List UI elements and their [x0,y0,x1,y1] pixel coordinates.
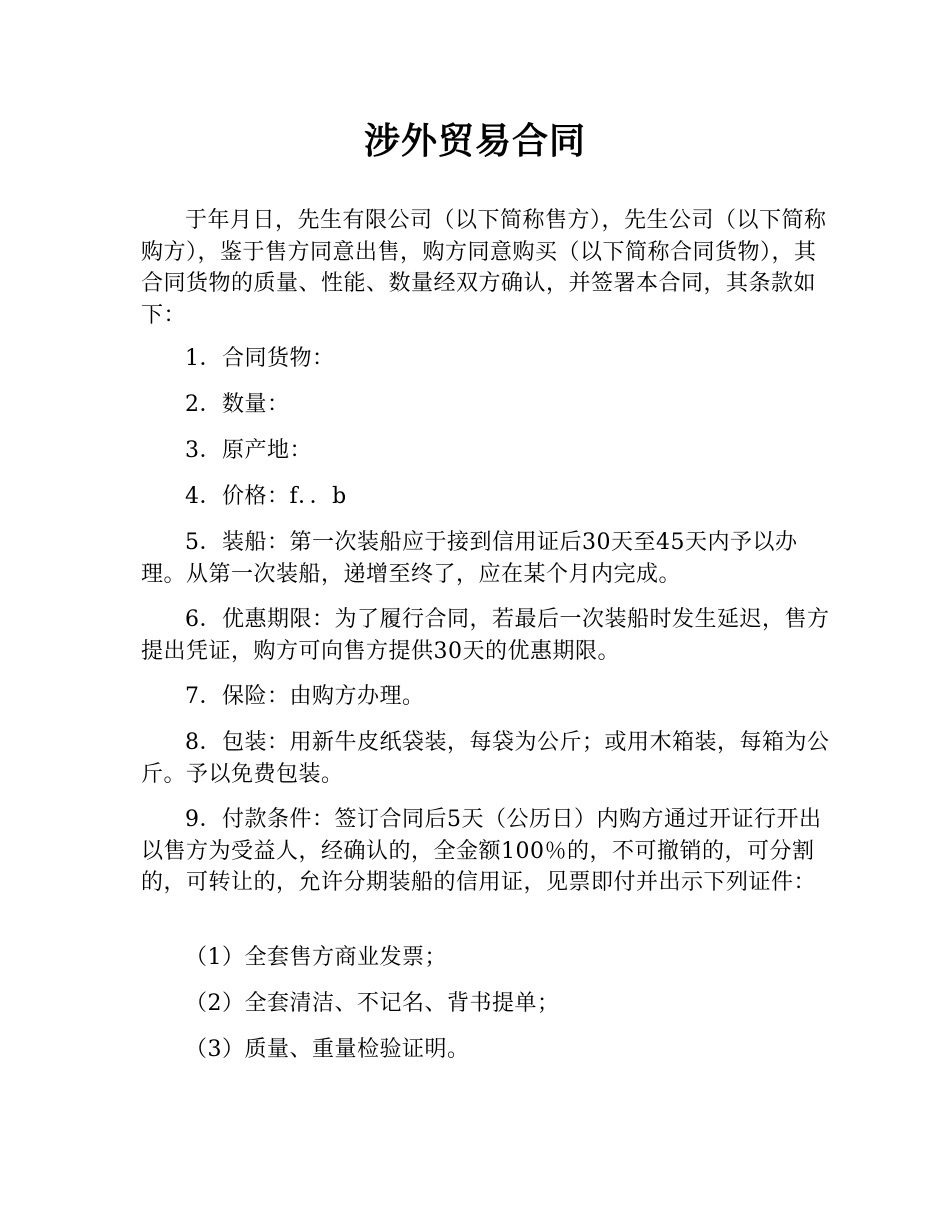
clause-1: 1．合同货物： [185,346,335,371]
clause-2: 2．数量： [185,392,290,417]
intro-paragraph: 于年月日，先生有限公司（以下简称售方），先生公司（以下简称购方），鉴于售方同意出售，购方同意购买（以下简称合同货物），其合同货物的质量、性能、数量经双方确认，并签署本合同，其条款如下： [141,208,827,328]
clause-3: 3．原产地： [185,438,312,463]
document-title: 涉外贸易合同 [363,121,586,162]
clause-4: 4．价格：f．．b [185,484,347,509]
required-document-2: （2）全套清洁、不记名、背书提单； [185,991,560,1016]
clause-9: 9．付款条件：签订合同后5天（公历日）内购方通过开证行开出以售方为受益人，经确认的，全金额100％的，不可撤销的，可分割的，可转让的，允许分期装船的信用证，见票即付并出示下列证件： [141,807,822,895]
clause-5: 5．装船：第一次装船应于接到信用证后30天至45天内予以办理。从第一次装船，递增至终了，应在某个月内完成。 [141,530,798,587]
clause-6: 6．优惠期限：为了履行合同，若最后一次装船时发生延迟，售方提出凭证，购方可向售方提供30天的优惠期限。 [141,607,830,664]
clause-7: 7．保险：由购方办理。 [185,684,425,709]
required-document-1: （1）全套售方商业发票； [185,945,447,970]
clause-8: 8．包装：用新牛皮纸袋装，每袋为公斤；或用木箱装，每箱为公斤。予以免费包装。 [141,730,830,787]
required-document-3: （3）质量、重量检验证明。 [185,1037,470,1062]
